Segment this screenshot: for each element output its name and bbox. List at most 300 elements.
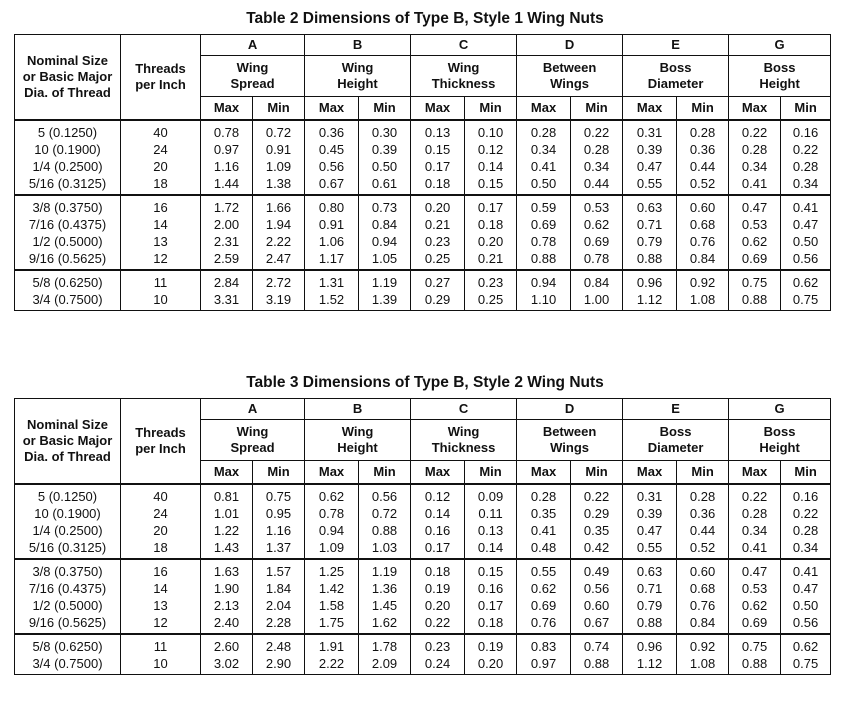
header-max: Max [729, 461, 781, 485]
dimension-value: 2.84 [213, 275, 240, 290]
dimension-value: 1.75 [318, 615, 345, 630]
header-threads-per-inch: Threads per Inch [121, 399, 201, 485]
dimension-value: 0.47 [792, 581, 819, 596]
header-nominal-size: Nominal Size or Basic Major Dia. of Thread [15, 35, 121, 121]
dimension-value: 1.17 [318, 251, 345, 266]
dimension-value: 0.83 [530, 639, 557, 654]
dimension-value: 1.10 [530, 292, 557, 307]
header-max: Max [623, 461, 677, 485]
nominal-size-value: 7/16 (0.4375) [28, 581, 107, 596]
dimension-value: 0.76 [689, 234, 716, 249]
cell-min-values [253, 270, 305, 311]
dimension-value: 0.47 [792, 217, 819, 232]
dimension-value: 0.69 [530, 598, 557, 613]
header-max: Max [411, 461, 465, 485]
dimension-value: 0.55 [636, 540, 663, 555]
cell-max-values [411, 195, 465, 270]
nominal-size-value: 3/4 (0.7500) [32, 292, 103, 307]
dimension-value: 0.47 [636, 523, 663, 538]
dimension-value: 0.28 [530, 125, 557, 140]
dimension-value: 0.16 [792, 489, 819, 504]
cell-min-values [359, 195, 411, 270]
nominal-size-value: 10 (0.1900) [34, 142, 101, 157]
dimension-value: 0.76 [530, 615, 557, 630]
cell-min-values [677, 634, 729, 675]
cell-min-values [677, 270, 729, 311]
header-column-label: Boss Height [729, 420, 831, 461]
dimensions-table [14, 398, 831, 675]
dimension-value: 0.25 [424, 251, 451, 266]
dimension-value: 0.59 [530, 200, 557, 215]
cell-min-values [571, 634, 623, 675]
dimension-value: 1.19 [371, 275, 398, 290]
dimension-value: 0.94 [371, 234, 398, 249]
dimension-value: 0.94 [318, 523, 345, 538]
dimension-value: 0.78 [318, 506, 345, 521]
dimension-value: 0.55 [636, 176, 663, 191]
header-column-letter: B [305, 35, 411, 56]
nominal-size-value: 5/16 (0.3125) [28, 176, 107, 191]
header-min: Min [465, 461, 517, 485]
cell-min-values [677, 559, 729, 634]
dimension-value: 3.19 [265, 292, 292, 307]
nominal-size-value: 7/16 (0.4375) [28, 217, 107, 232]
dimension-value: 0.72 [371, 506, 398, 521]
dimension-value: 1.44 [213, 176, 240, 191]
dimension-value: 0.21 [424, 217, 451, 232]
header-max: Max [305, 97, 359, 121]
table-row-group [15, 120, 831, 195]
dimension-value: 0.34 [741, 159, 768, 174]
threads-per-inch-value: 10 [153, 292, 168, 307]
cell-threads-per-inch [121, 484, 201, 559]
nominal-size-value: 1/4 (0.2500) [32, 523, 103, 538]
threads-per-inch-value: 11 [153, 275, 168, 290]
dimension-value: 1.08 [689, 292, 716, 307]
threads-per-inch-value: 14 [153, 217, 168, 232]
header-min: Min [465, 97, 517, 121]
dimension-value: 0.94 [530, 275, 557, 290]
dimension-value: 1.16 [265, 523, 292, 538]
dimension-value: 0.79 [636, 234, 663, 249]
dimension-value: 0.17 [477, 200, 504, 215]
cell-max-values [411, 484, 465, 559]
dimension-value: 0.69 [583, 234, 610, 249]
header-max: Max [517, 461, 571, 485]
dimension-value: 0.12 [424, 489, 451, 504]
dimension-value: 0.88 [741, 292, 768, 307]
header-max: Max [623, 97, 677, 121]
dimension-value: 0.69 [530, 217, 557, 232]
nominal-size-value: 9/16 (0.5625) [28, 251, 107, 266]
cell-min-values [781, 195, 831, 270]
header-column-label: Wing Height [305, 420, 411, 461]
cell-min-values [253, 195, 305, 270]
dimension-value: 0.34 [583, 159, 610, 174]
dimension-value: 2.13 [213, 598, 240, 613]
header-column-letter: C [411, 399, 517, 420]
cell-min-values [781, 484, 831, 559]
dimension-value: 0.45 [318, 142, 345, 157]
dimension-value: 0.18 [477, 217, 504, 232]
dimension-value: 1.36 [371, 581, 398, 596]
cell-threads-per-inch [121, 270, 201, 311]
cell-min-values [359, 120, 411, 195]
dimension-value: 2.31 [213, 234, 240, 249]
header-min: Min [571, 97, 623, 121]
dimension-value: 1.62 [371, 615, 398, 630]
dimension-value: 0.14 [424, 506, 451, 521]
dimension-value: 0.14 [477, 159, 504, 174]
dimension-value: 2.48 [265, 639, 292, 654]
cell-min-values [359, 484, 411, 559]
header-min: Min [781, 97, 831, 121]
cell-max-values [517, 195, 571, 270]
cell-min-values [465, 484, 517, 559]
dimension-value: 0.24 [424, 656, 451, 671]
dimension-value: 0.78 [583, 251, 610, 266]
dimension-value: 2.40 [213, 615, 240, 630]
dimension-value: 1.01 [213, 506, 240, 521]
dimension-value: 0.41 [530, 159, 557, 174]
cell-max-values [729, 559, 781, 634]
dimension-value: 0.84 [689, 615, 716, 630]
dimension-value: 0.52 [689, 176, 716, 191]
dimension-value: 0.96 [636, 639, 663, 654]
dimension-value: 0.13 [424, 125, 451, 140]
dimension-value: 1.42 [318, 581, 345, 596]
dimension-value: 0.62 [583, 217, 610, 232]
dimension-value: 0.78 [530, 234, 557, 249]
dimension-value: 0.30 [371, 125, 398, 140]
dimension-value: 0.84 [583, 275, 610, 290]
dimension-value: 0.97 [530, 656, 557, 671]
dimension-value: 2.59 [213, 251, 240, 266]
cell-max-values [201, 484, 253, 559]
header-threads-per-inch: Threads per Inch [121, 35, 201, 121]
cell-max-values [729, 120, 781, 195]
nominal-size-value: 1/2 (0.5000) [32, 234, 103, 249]
dimension-value: 0.35 [583, 523, 610, 538]
threads-per-inch-value: 14 [153, 581, 168, 596]
header-nominal-size: Nominal Size or Basic Major Dia. of Thread [15, 399, 121, 485]
dimension-value: 0.75 [265, 489, 292, 504]
cell-max-values [517, 270, 571, 311]
dimension-value: 0.96 [636, 275, 663, 290]
cell-min-values [359, 634, 411, 675]
cell-min-values [677, 484, 729, 559]
dimension-value: 0.23 [424, 234, 451, 249]
dimension-value: 2.04 [265, 598, 292, 613]
dimension-value: 2.28 [265, 615, 292, 630]
header-column-label: Wing Thickness [411, 420, 517, 461]
dimension-value: 0.10 [477, 125, 504, 140]
cell-min-values [253, 120, 305, 195]
dimension-value: 0.88 [371, 523, 398, 538]
dimension-value: 1.52 [318, 292, 345, 307]
dimension-value: 0.16 [477, 581, 504, 596]
cell-min-values [571, 270, 623, 311]
dimension-value: 0.80 [318, 200, 345, 215]
nominal-size-value: 3/8 (0.3750) [32, 564, 103, 579]
cell-max-values [201, 270, 253, 311]
dimension-value: 0.44 [689, 159, 716, 174]
table-row-group [15, 559, 831, 634]
nominal-size-value: 9/16 (0.5625) [28, 615, 107, 630]
header-max: Max [411, 97, 465, 121]
dimension-value: 1.09 [318, 540, 345, 555]
dimension-value: 0.19 [477, 639, 504, 654]
dimension-value: 0.88 [530, 251, 557, 266]
cell-max-values [411, 634, 465, 675]
nominal-size-value: 5/8 (0.6250) [32, 639, 103, 654]
cell-min-values [781, 270, 831, 311]
dimension-value: 0.48 [530, 540, 557, 555]
header-column-letter: E [623, 35, 729, 56]
threads-per-inch-value: 20 [153, 159, 168, 174]
dimension-value: 0.17 [477, 598, 504, 613]
dimension-value: 0.60 [689, 200, 716, 215]
dimension-value: 0.88 [741, 656, 768, 671]
dimension-value: 0.28 [741, 142, 768, 157]
dimension-value: 0.56 [371, 489, 398, 504]
dimension-value: 0.22 [741, 489, 768, 504]
dimension-value: 0.41 [792, 200, 819, 215]
dimension-value: 0.62 [530, 581, 557, 596]
cell-max-values [305, 559, 359, 634]
cell-max-values [201, 195, 253, 270]
dimension-value: 0.92 [689, 275, 716, 290]
dimension-value: 0.97 [213, 142, 240, 157]
dimension-value: 1.39 [371, 292, 398, 307]
dimension-value: 1.09 [265, 159, 292, 174]
nominal-size-value: 3/8 (0.3750) [32, 200, 103, 215]
cell-max-values [623, 484, 677, 559]
cell-min-values [465, 195, 517, 270]
cell-max-values [411, 559, 465, 634]
dimension-value: 0.28 [583, 142, 610, 157]
threads-per-inch-value: 24 [153, 142, 168, 157]
dimension-value: 0.25 [477, 292, 504, 307]
cell-min-values [781, 120, 831, 195]
header-column-letter: G [729, 35, 831, 56]
threads-per-inch-value: 16 [153, 564, 168, 579]
cell-max-values [517, 634, 571, 675]
cell-min-values [781, 634, 831, 675]
dimension-value: 0.28 [689, 125, 716, 140]
dimension-value: 2.72 [265, 275, 292, 290]
dimension-value: 0.67 [583, 615, 610, 630]
cell-min-values [465, 634, 517, 675]
threads-per-inch-value: 13 [153, 598, 168, 613]
dimension-value: 0.35 [530, 506, 557, 521]
header-column-label: Boss Height [729, 56, 831, 97]
dimension-value: 0.29 [583, 506, 610, 521]
dimension-value: 0.47 [636, 159, 663, 174]
cell-max-values [729, 634, 781, 675]
threads-per-inch-value: 18 [153, 540, 168, 555]
dimension-value: 0.47 [741, 200, 768, 215]
dimension-value: 0.36 [689, 506, 716, 521]
cell-min-values [253, 559, 305, 634]
dimension-value: 0.60 [689, 564, 716, 579]
dimension-value: 0.20 [424, 598, 451, 613]
nominal-size-value: 5/8 (0.6250) [32, 275, 103, 290]
dimension-value: 0.63 [636, 200, 663, 215]
table-block [0, 8, 850, 307]
dimension-value: 0.67 [318, 176, 345, 191]
dimension-value: 0.50 [792, 234, 819, 249]
dimension-value: 0.41 [741, 176, 768, 191]
cell-max-values [411, 270, 465, 311]
header-min: Min [677, 461, 729, 485]
header-max: Max [729, 97, 781, 121]
table-title: Table 2 Dimensions of Type B, Style 1 Wing Nuts [246, 10, 604, 27]
header-column-letter: D [517, 399, 623, 420]
cell-max-values [305, 634, 359, 675]
dimension-value: 0.19 [424, 581, 451, 596]
header-max: Max [517, 97, 571, 121]
cell-nominal-sizes [15, 559, 121, 634]
header-column-letter: D [517, 35, 623, 56]
cell-min-values [253, 634, 305, 675]
header-column-letter: C [411, 35, 517, 56]
header-column-letter: G [729, 399, 831, 420]
header-column-letter: A [201, 399, 305, 420]
dimension-value: 0.36 [318, 125, 345, 140]
cell-threads-per-inch [121, 120, 201, 195]
cell-min-values [359, 270, 411, 311]
cell-max-values [201, 634, 253, 675]
dimension-value: 0.39 [636, 142, 663, 157]
dimension-value: 1.08 [689, 656, 716, 671]
dimension-value: 0.76 [689, 598, 716, 613]
cell-nominal-sizes [15, 634, 121, 675]
dimension-value: 0.22 [792, 142, 819, 157]
dimension-value: 0.28 [741, 506, 768, 521]
dimension-value: 0.28 [792, 523, 819, 538]
dimension-value: 0.75 [792, 292, 819, 307]
dimension-value: 0.15 [424, 142, 451, 157]
dimension-value: 0.23 [477, 275, 504, 290]
cell-max-values [305, 270, 359, 311]
dimension-value: 1.06 [318, 234, 345, 249]
cell-nominal-sizes [15, 484, 121, 559]
table-row-group [15, 634, 831, 675]
dimension-value: 0.69 [741, 251, 768, 266]
header-column-letter: B [305, 399, 411, 420]
cell-max-values [517, 559, 571, 634]
header-max: Max [201, 461, 253, 485]
header-max: Max [201, 97, 253, 121]
dimensions-table [14, 34, 831, 311]
threads-per-inch-value: 20 [153, 523, 168, 538]
dimension-value: 0.74 [583, 639, 610, 654]
dimension-value: 0.12 [477, 142, 504, 157]
cell-max-values [729, 484, 781, 559]
dimension-value: 0.22 [741, 125, 768, 140]
dimension-value: 0.22 [792, 506, 819, 521]
dimension-value: 0.20 [424, 200, 451, 215]
dimension-value: 0.13 [477, 523, 504, 538]
dimension-value: 0.62 [792, 275, 819, 290]
dimension-value: 1.37 [265, 540, 292, 555]
header-min: Min [677, 97, 729, 121]
threads-per-inch-value: 12 [153, 615, 168, 630]
dimension-value: 2.09 [371, 656, 398, 671]
dimension-value: 0.17 [424, 540, 451, 555]
header-min: Min [253, 97, 305, 121]
nominal-size-value: 10 (0.1900) [34, 506, 101, 521]
dimension-value: 0.27 [424, 275, 451, 290]
dimension-value: 0.17 [424, 159, 451, 174]
cell-max-values [411, 120, 465, 195]
cell-min-values [359, 559, 411, 634]
cell-min-values [253, 484, 305, 559]
dimension-value: 1.03 [371, 540, 398, 555]
dimension-value: 0.39 [636, 506, 663, 521]
threads-per-inch-value: 18 [153, 176, 168, 191]
dimension-value: 0.81 [213, 489, 240, 504]
dimension-value: 1.57 [265, 564, 292, 579]
dimension-value: 0.15 [477, 176, 504, 191]
dimension-value: 1.22 [213, 523, 240, 538]
dimension-value: 1.16 [213, 159, 240, 174]
dimension-value: 0.88 [636, 615, 663, 630]
dimension-value: 1.78 [371, 639, 398, 654]
nominal-size-value: 1/4 (0.2500) [32, 159, 103, 174]
cell-max-values [623, 559, 677, 634]
dimension-value: 2.22 [265, 234, 292, 249]
dimension-value: 0.50 [371, 159, 398, 174]
threads-per-inch-value: 24 [153, 506, 168, 521]
dimension-value: 0.88 [636, 251, 663, 266]
cell-threads-per-inch [121, 559, 201, 634]
dimension-value: 0.68 [689, 217, 716, 232]
cell-nominal-sizes [15, 195, 121, 270]
dimension-value: 0.31 [636, 125, 663, 140]
dimension-value: 0.28 [689, 489, 716, 504]
dimension-value: 0.92 [689, 639, 716, 654]
header-column-label: Wing Height [305, 56, 411, 97]
dimension-value: 1.63 [213, 564, 240, 579]
dimension-value: 1.05 [371, 251, 398, 266]
dimension-value: 0.28 [530, 489, 557, 504]
nominal-size-value: 5 (0.1250) [37, 125, 98, 140]
dimension-value: 0.56 [792, 615, 819, 630]
dimension-value: 0.91 [265, 142, 292, 157]
threads-per-inch-value: 16 [153, 200, 168, 215]
dimension-value: 1.00 [583, 292, 610, 307]
header-column-letter: E [623, 399, 729, 420]
dimension-value: 0.71 [636, 217, 663, 232]
cell-min-values [465, 559, 517, 634]
dimension-value: 0.34 [792, 176, 819, 191]
dimension-value: 0.20 [477, 656, 504, 671]
table-row-group [15, 270, 831, 311]
dimension-value: 0.52 [689, 540, 716, 555]
dimension-value: 0.50 [530, 176, 557, 191]
dimension-value: 0.09 [477, 489, 504, 504]
dimension-value: 1.84 [265, 581, 292, 596]
dimension-value: 0.69 [741, 615, 768, 630]
dimension-value: 0.53 [583, 200, 610, 215]
cell-max-values [305, 484, 359, 559]
dimension-value: 2.60 [213, 639, 240, 654]
header-column-label: Wing Spread [201, 56, 305, 97]
header-column-label: Wing Spread [201, 420, 305, 461]
dimension-value: 0.31 [636, 489, 663, 504]
